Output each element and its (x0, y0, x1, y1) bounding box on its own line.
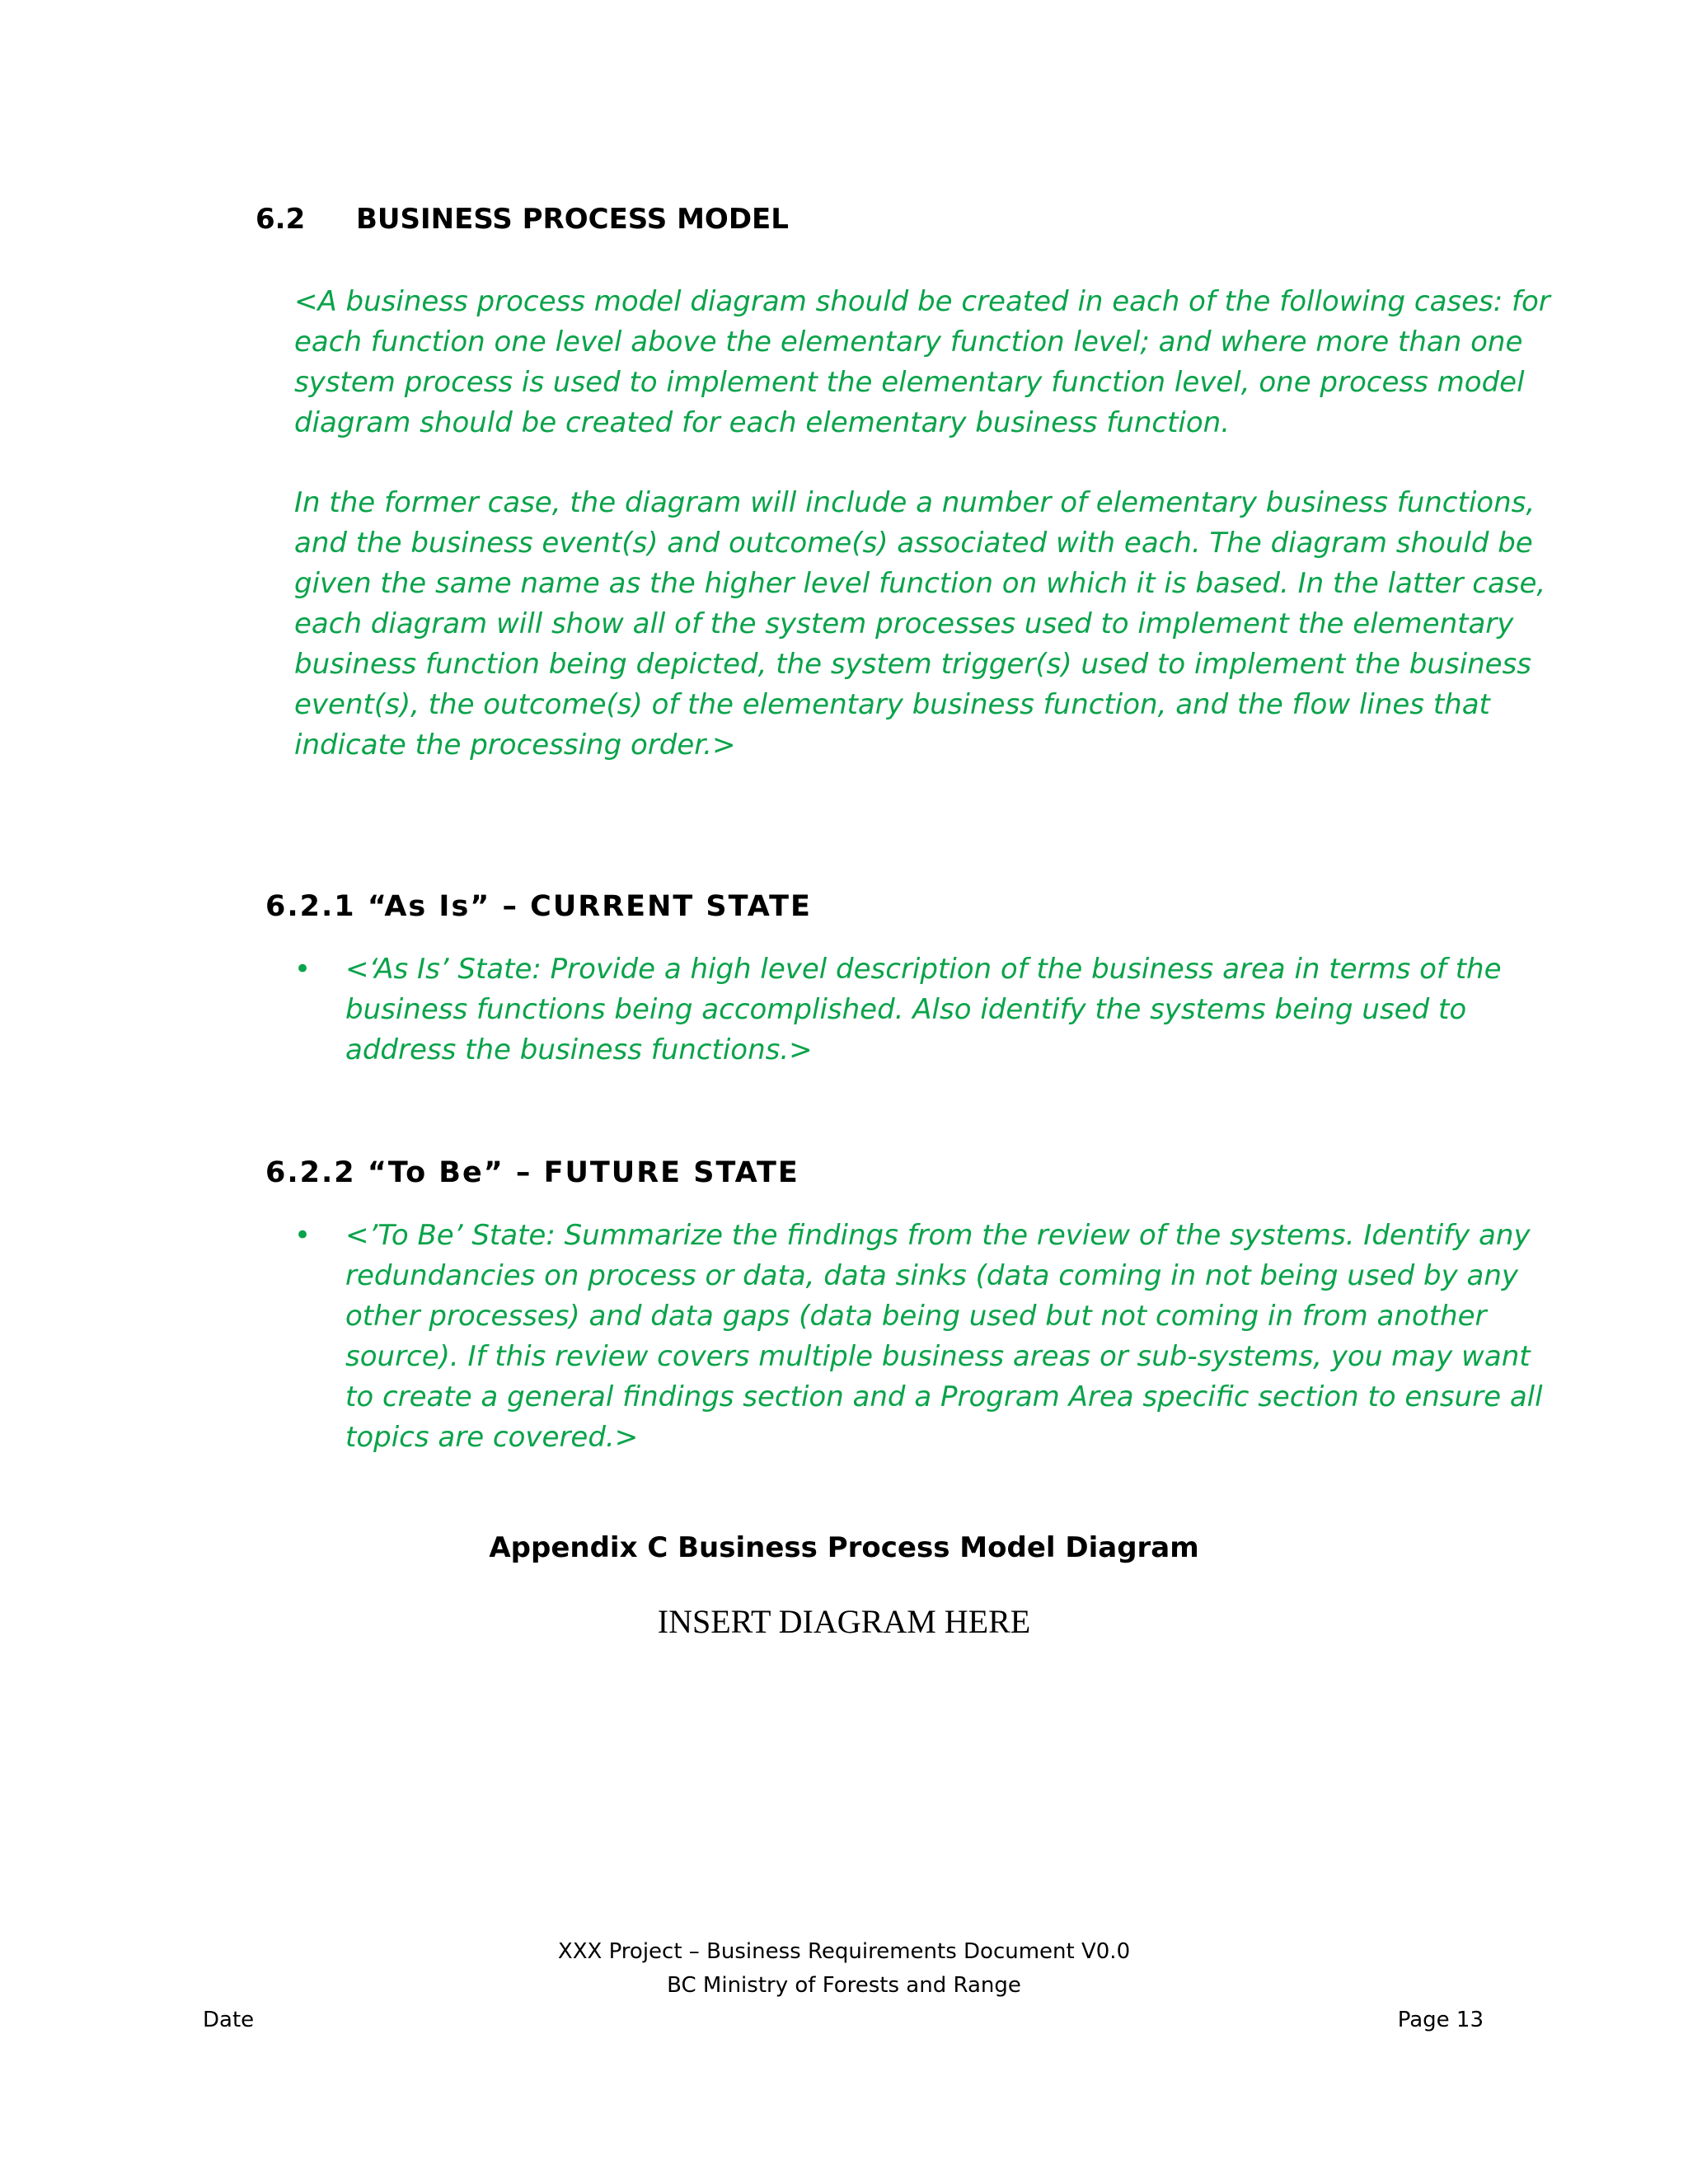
paragraph-line: In the former case, the diagram will include a number of elementary business functions, (294, 486, 1536, 519)
footer-date: Date (203, 2008, 255, 2032)
paragraph-line: event(s), the outcome(s) of the elementary business function, and the flow lines that (294, 688, 1490, 721)
section-title: BUSINESS PROCESS MODEL (356, 203, 789, 236)
paragraph-line: system process is used to implement the elementary function level, one process model (294, 366, 1525, 399)
bullet-text (345, 949, 1502, 1071)
intro-paragraph (294, 282, 1550, 443)
bullet-line: redundancies on process or data, data sinks (data coming in not being used by any (345, 1259, 1519, 1292)
bullet-line: source). If this review covers multiple business areas or sub-systems, you may want (345, 1340, 1531, 1373)
bullet-icon: • (294, 953, 312, 986)
bullet-line: <’To Be’ State: Summarize the findings from the review of the systems. Identify any (345, 1219, 1531, 1252)
bullet-line: address the business functions.> (345, 1033, 813, 1066)
paragraph-line: indicate the processing order.> (294, 729, 736, 762)
subsection-heading-as-is: 6.2.1 “As Is” – CURRENT STATE (265, 890, 812, 923)
footer-organization: BC Ministry of Forests and Range (667, 1973, 1021, 1998)
subsection-heading-to-be: 6.2.2 “To Be” – FUTURE STATE (265, 1156, 799, 1189)
paragraph-line: business function being depicted, the system trigger(s) used to implement the business (294, 648, 1531, 681)
bullet-icon: • (294, 1219, 312, 1252)
bullet-line: <‘As Is’ State: Provide a high level description of the business area in terms of the (345, 953, 1502, 986)
paragraph-line: each function one level above the elementary function level; and where more than one (294, 326, 1523, 359)
bullet-text (345, 1216, 1543, 1458)
paragraph-line: each diagram will show all of the system processes used to implement the elementary (294, 607, 1514, 640)
paragraph-line: and the business event(s) and outcome(s) associated with each. The diagram should be (294, 527, 1533, 560)
bullet-line: business functions being accomplished. Also identify the systems being used to (345, 993, 1467, 1026)
section-heading (256, 203, 789, 236)
bullet-line: topics are covered.> (345, 1421, 639, 1454)
footer-page-number: Page 13 (1397, 2008, 1484, 2032)
section-number: 6.2 (256, 203, 306, 236)
diagram-placeholder: INSERT DIAGRAM HERE (657, 1603, 1031, 1640)
bullet-line: other processes) and data gaps (data being used but not coming in from another (345, 1300, 1487, 1333)
paragraph-line: <A business process model diagram should be created in each of the following cases: for (294, 285, 1550, 318)
paragraph-line: diagram should be created for each elementary business function. (294, 406, 1230, 439)
paragraph-line: given the same name as the higher level function on which it is based. In the latter case, (294, 567, 1546, 600)
bullet-line: to create a general findings section and a Program Area specific section to ensure all (345, 1380, 1543, 1413)
footer-document-title: XXX Project – Business Requirements Document V0.0 (557, 1939, 1131, 1964)
detail-paragraph (294, 483, 1546, 766)
appendix-title: Appendix C Business Process Model Diagram (489, 1531, 1199, 1564)
